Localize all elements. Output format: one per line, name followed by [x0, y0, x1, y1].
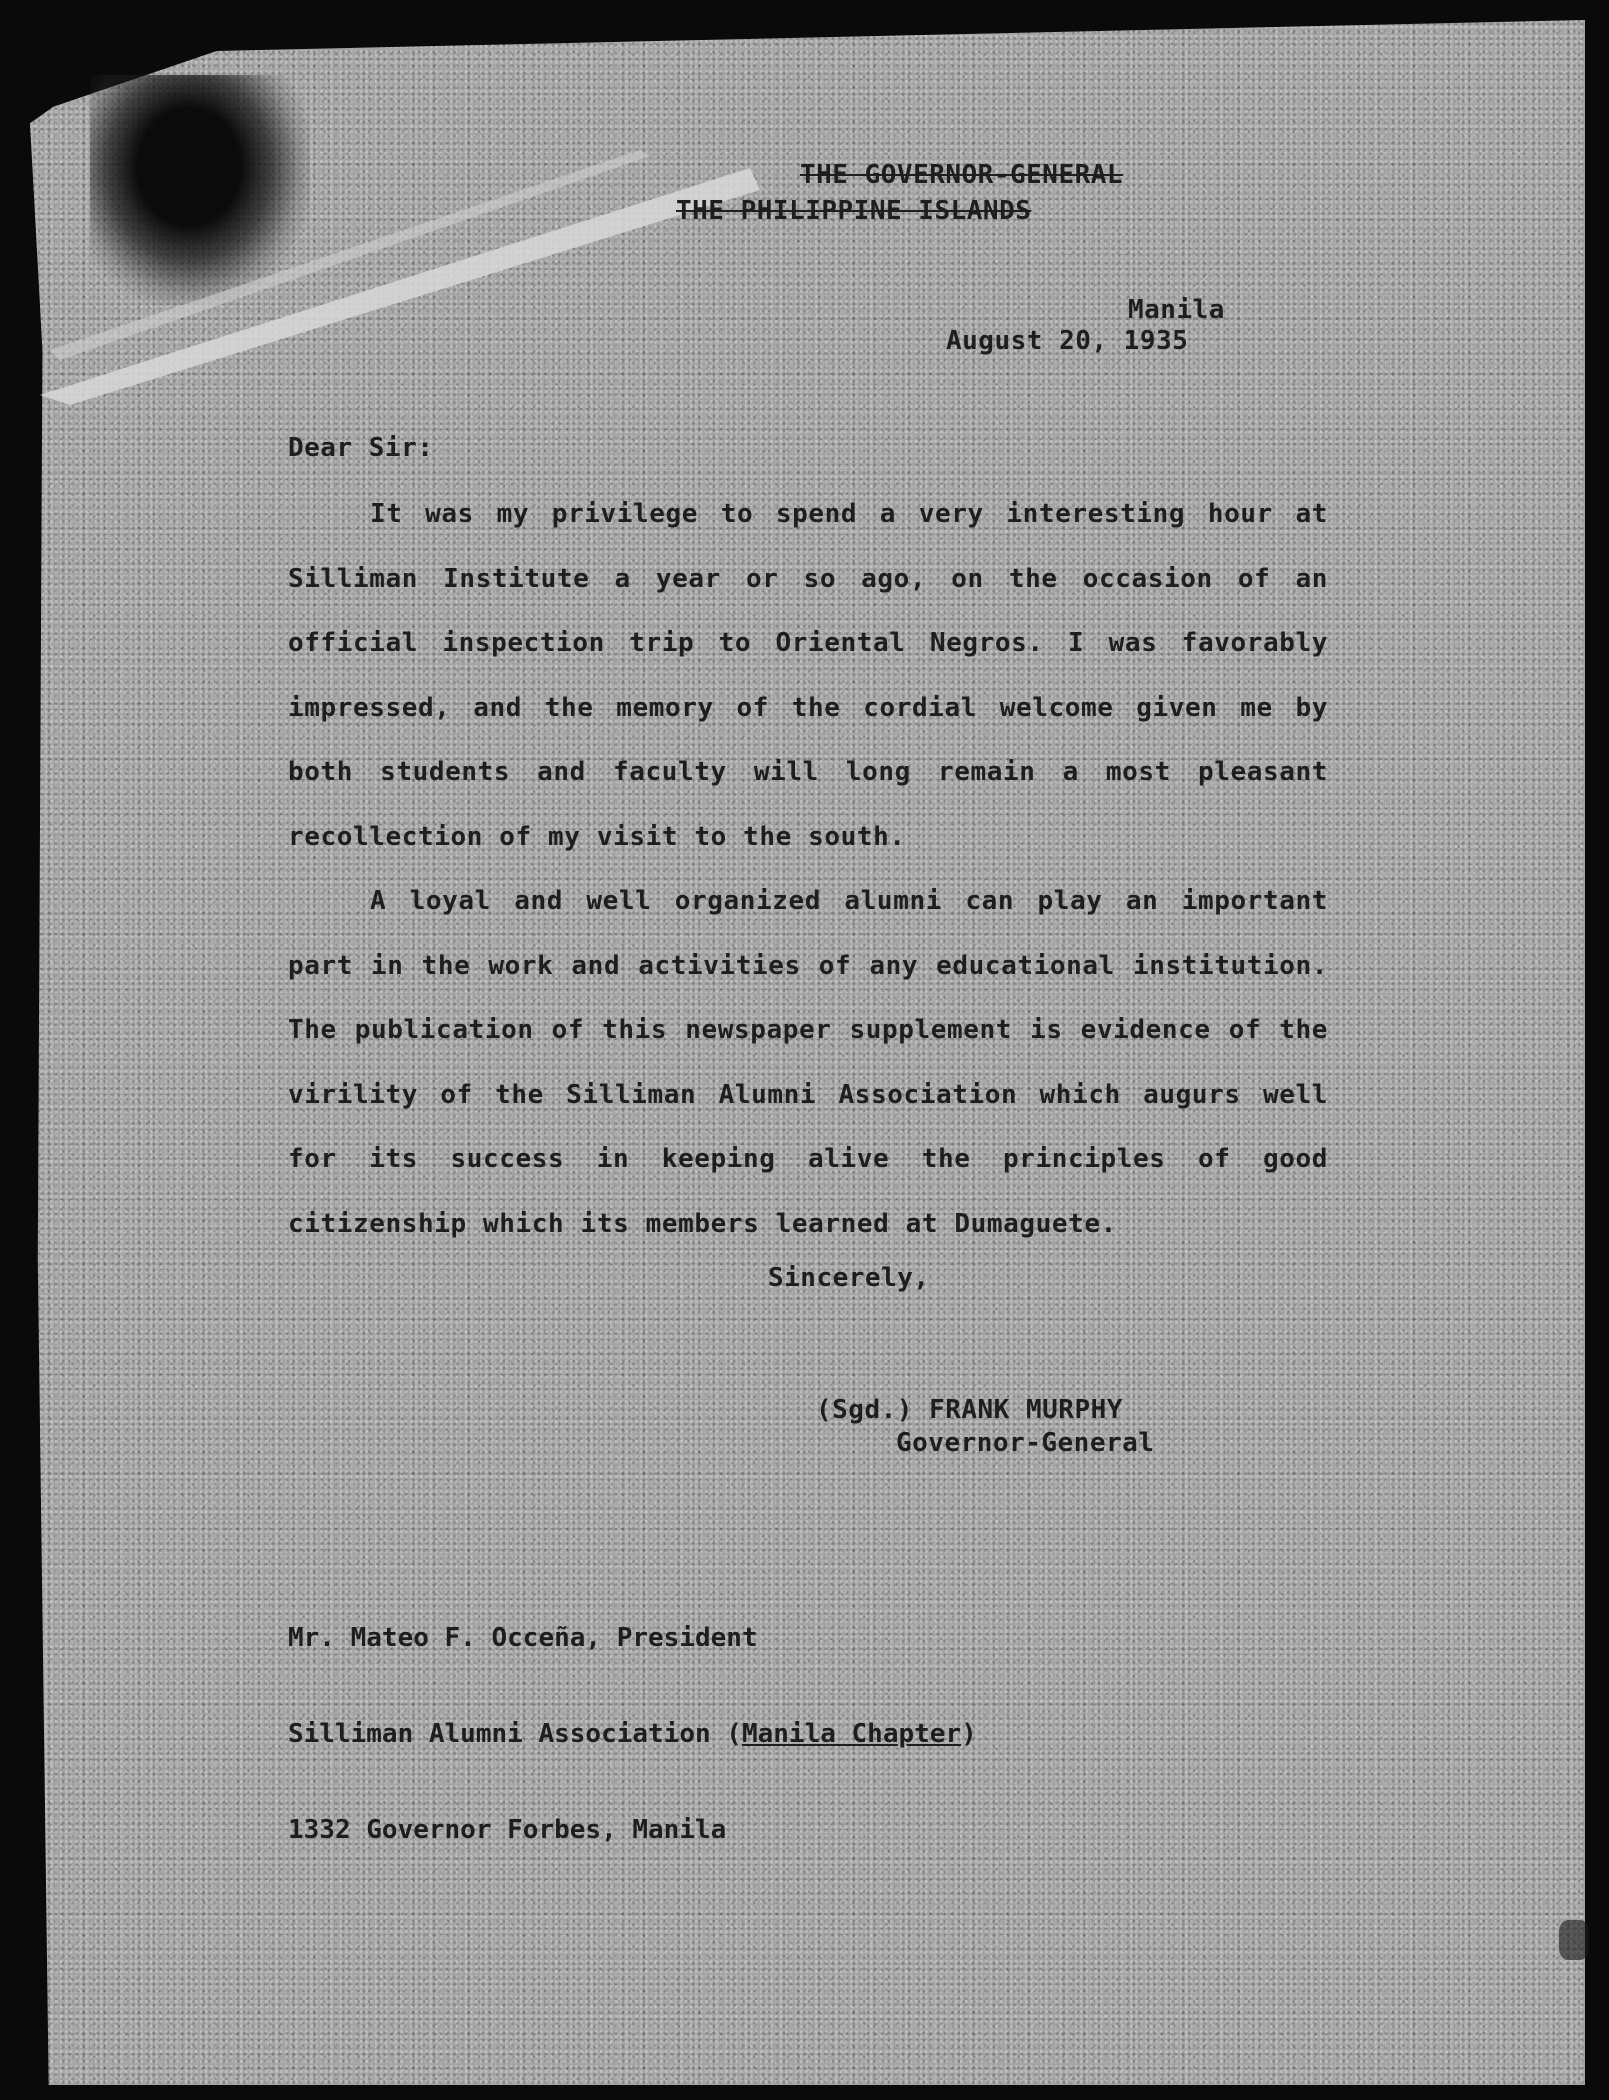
- letterhead-line-1: THE GOVERNOR-GENERAL: [800, 160, 1124, 190]
- salutation: Dear Sir:: [288, 433, 434, 463]
- body-paragraph-2: A loyal and well organized alumni can play an important part in the work and activities of any educational institution. The publication of this newspaper supplement is evidence of the virility of the Silliman Alumni Association which augurs well for its success in keeping alive the principles of good citizenship which its members learned at Dumaguete.: [288, 886, 1328, 1239]
- recipient-paren: ): [961, 1719, 977, 1749]
- signer-title: Governor-General: [896, 1428, 1155, 1458]
- letterhead-line-2: THE PHILIPPINE ISLANDS: [676, 196, 1032, 226]
- recipient-line-3: 1332 Governor Forbes, Manila: [288, 1815, 727, 1845]
- signature: (Sgd.) FRANK MURPHY: [816, 1395, 1123, 1425]
- paper-tear-overlay: [40, 150, 760, 410]
- recipient-chapter: Manila Chapter: [741, 1719, 962, 1749]
- letter-date: August 20, 1935: [946, 326, 1189, 356]
- edge-smudge: [1559, 1920, 1589, 1960]
- recipient-line-2: [288, 1718, 977, 1750]
- recipient-line-1: Mr. Mateo F. Occeña, President: [288, 1623, 758, 1653]
- letter-place: Manila: [1128, 295, 1225, 325]
- closing: Sincerely,: [768, 1263, 930, 1293]
- body-paragraph-1: It was my privilege to spend a very interesting hour at Silliman Institute a year or so ago, on the occasion of an official inspection trip to Oriental Negros. I was favorably impressed, and the memory of the cordial welcome given me by both students and faculty will long remain a most pleasant recollection of my visit to the south.: [288, 499, 1328, 852]
- recipient-org: Silliman Alumni Association (: [288, 1719, 742, 1749]
- letter-body: [288, 482, 1328, 1256]
- recipient-address: [288, 1558, 977, 1878]
